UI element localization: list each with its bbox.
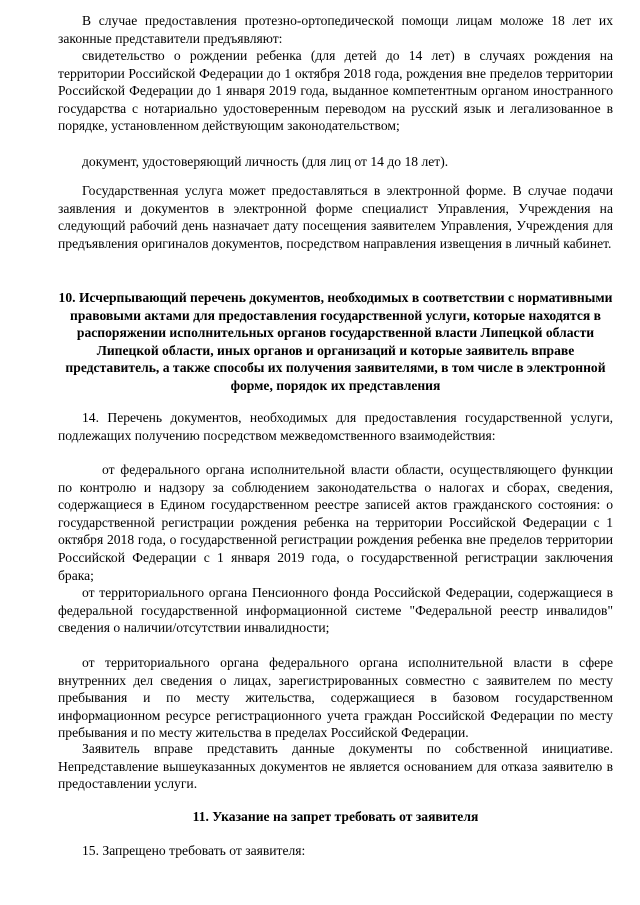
paragraph-identity-document: документ, удостоверяющий личность (для лиц от 14 до 18 лет). <box>82 154 449 169</box>
paragraph-own-initiative: Заявитель вправе представить данные документы по собственной инициативе. Непредставление вышеуказанных документов не является основанием для отказа заявителю в предоставлении услуги. <box>58 741 613 792</box>
paragraph-minors-representatives: В случае предоставления протезно-ортопедической помощи лицам моложе 18 лет их законные представители предъявляют: <box>58 13 613 46</box>
paragraph-electronic-form: Государственная услуга может предоставляться в электронной форме. В случае подачи заявления и документов в электронной форме специалист Управления, Учреждения на следующий рабочий день назначает дату посещения заявителем Управления, Учреждения для предъявления оригиналов документов, посредством направления извещения в личный кабинет. <box>58 183 613 251</box>
paragraph-item-14: 14. Перечень документов, необходимых для предоставления государственной услуги, подлежащих получению посредством межведомственного взаимодействия: <box>58 410 613 443</box>
paragraph-pension-fund: от территориального органа Пенсионного фонда Российской Федерации, содержащиеся в федеральной государственной информационной системе "Федеральной реестр инвалидов" сведения о наличии/отсутствии инвалидности; <box>58 585 613 636</box>
paragraph-item-15: 15. Запрещено требовать от заявителя: <box>82 843 306 858</box>
section-10-heading: 10. Исчерпывающий перечень документов, необходимых в соответствии с нормативными правовыми актами для предоставления государственной услуги, которые находятся в распоряжении исполнительных органов государственной власти Липецкой области Липецкой области, иных органов и организаций и которые заявитель вправе представитель, а также способы их получения заявителями, в том числе в электронной форме, порядок их представления <box>58 290 613 393</box>
paragraph-internal-affairs: от территориального органа федерального органа исполнительной власти в сфере внутренних дел сведения о лицах, зарегистрированных совместно с заявителем по месту пребывания и по месту жительства, содержащиеся в базовом государственном информационном ресурсе регистрационного учета граждан Российской Федерации по месту пребывания и по месту жительства в пределах Российской Федерации. <box>58 655 613 741</box>
paragraph-birth-certificate: свидетельство о рождении ребенка (для детей до 14 лет) в случаях рождения на территории Российской Федерации до 1 октября 2018 года, рождения вне пределов территории Российской Федерации до 1 января 2019 года, выданное компетентным органом иностранного государства с нотариально удостоверенным переводом на русский язык и легализованное в порядке, установленном действующим законодательством; <box>58 48 613 134</box>
section-11-heading: 11. Указание на запрет требовать от заявителя <box>192 809 479 824</box>
paragraph-tax-authority: от федерального органа исполнительной власти области, осуществляющего функции по контролю и надзору за соблюдением законодательства о налогах и сборах, сведения, содержащиеся в Едином государственном реестре записей актов гражданского состояния: о государственной регистрации рождения ребенка на территории Российской Федерации с 1 октября 2018 года, о государственной регистрации рождения ребенка вне пределов территории Российской Федерации с 1 января 2019 года, о государственной регистрации заключения брака; <box>58 462 613 583</box>
